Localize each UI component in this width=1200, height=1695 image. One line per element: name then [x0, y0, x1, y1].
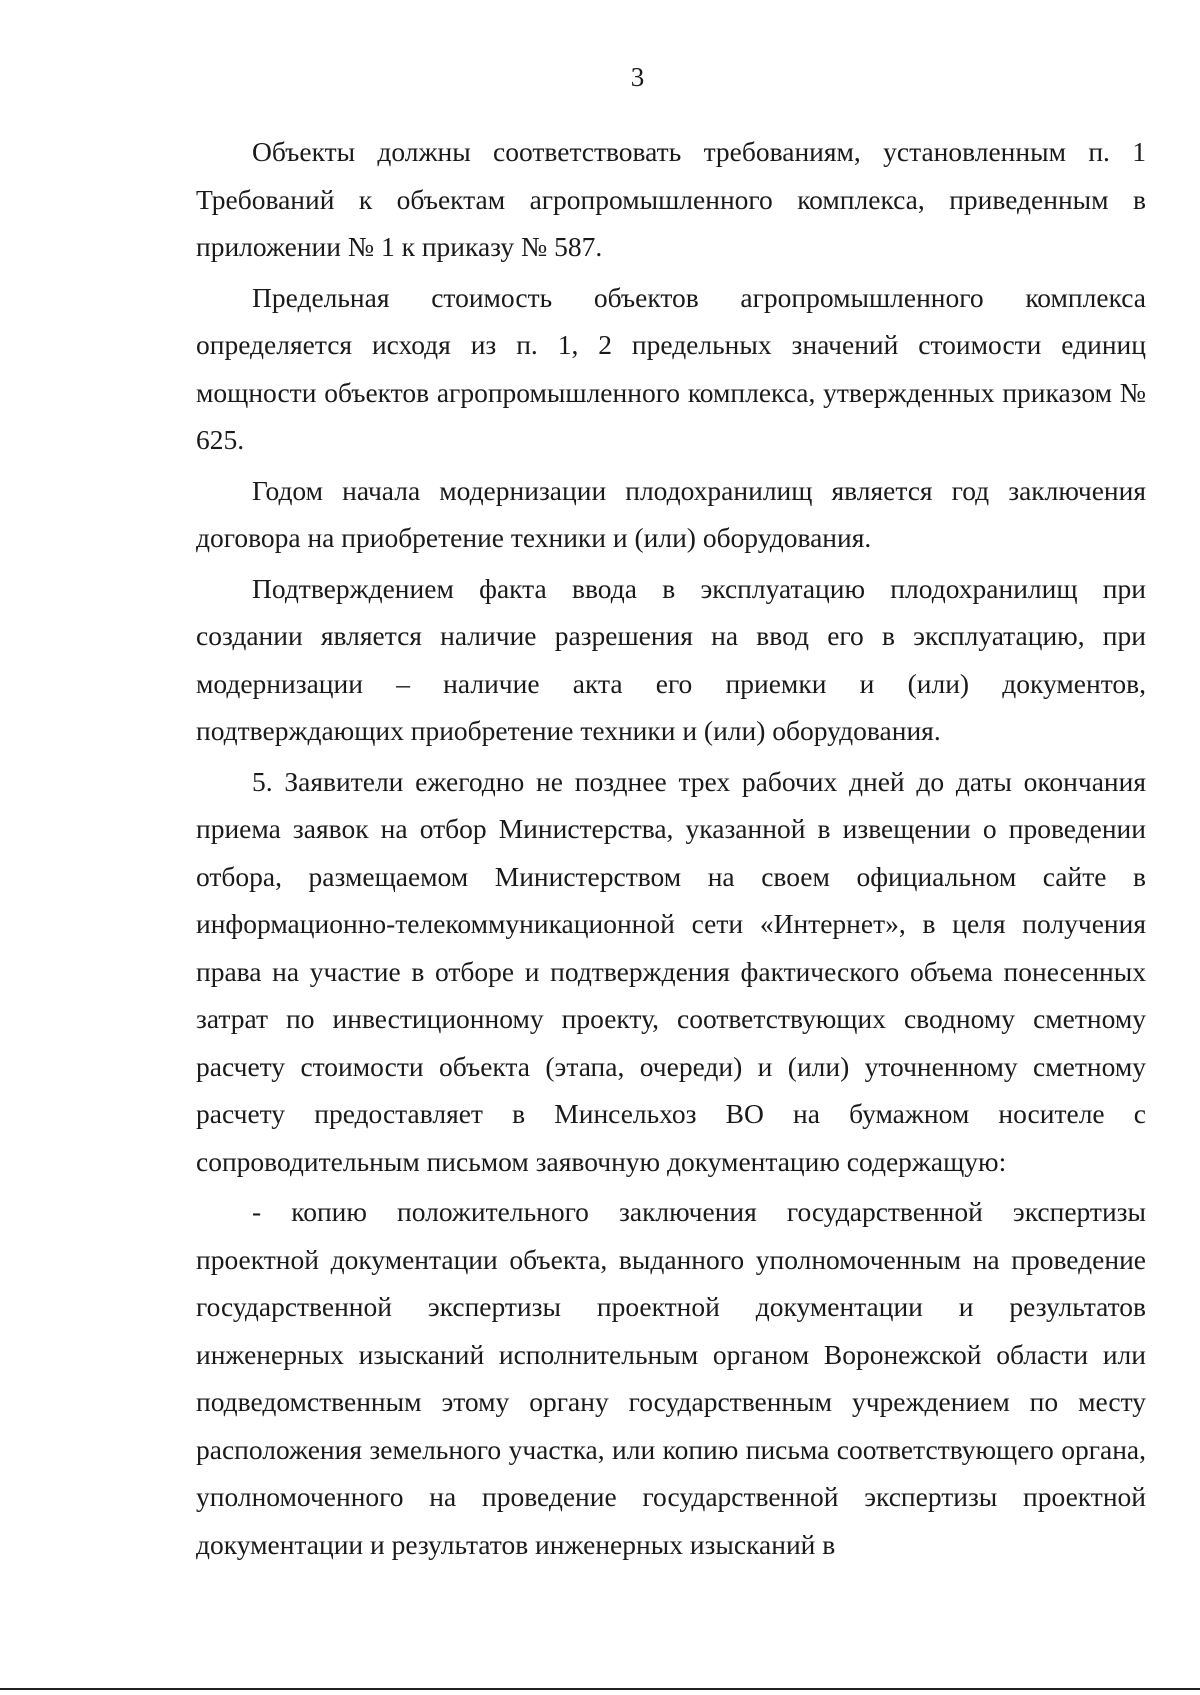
paragraph-commissioning-confirmation: Подтверждением факта ввода в эксплуатацию плодохранилищ при создании является наличие разрешения на ввод его в эксплуатацию, при модернизации – наличие акта его приемки и (или) документов, подтверждающих приобретение техники и (или) оборудования. [196, 572, 1146, 746]
paragraph-item-5-applicants: 5. Заявители ежегодно не позднее трех рабочих дней до даты окончания приема заявок на отбор Министерства, указанной в извещении о проведении отбора, размещаемом Министерством на своем официальном сайте в информационно-телекоммуникационной сети «Интернет», в целя получения права на участие в отборе и подтверждения фактического объема понесенных затрат по инвестиционному проекту, соответствующих сводному сметному расчету стоимости объекта (этапа, очереди) и (или) уточненному сметному расчету предоставляет в Минсельхоз ВО на бумажном носителе с сопроводительным письмом заявочную документацию содержащую: [196, 765, 1146, 1177]
page-number: 3 [630, 62, 645, 92]
paragraph-modernization-year: Годом начала модернизации плодохранилищ является год заключения договора на приобретение техники и (или) оборудования. [196, 474, 1146, 553]
paragraph-expertise-copy: - копию положительного заключения государственной экспертизы проектной документации объекта, выданного уполномоченным на проведение государственной экспертизы проектной документации и результатов инженерных изысканий исполнительным органом Воронежской области или подведомственным этому органу государственным учреждением по месту расположения земельного участка, или копию письма соответствующего органа, уполномоченного на проведение государственной экспертизы проектной документации и результатов инженерных изысканий в [196, 1196, 1146, 1560]
document-body [196, 128, 1146, 1571]
page-bottom-edge [0, 1688, 1200, 1690]
paragraph-max-cost: Предельная стоимость объектов агропромышленного комплекса определяется исходя из п. 1, 2 предельных значений стоимости единиц мощности объектов агропромышленного комплекса, утвержденных приказом № 625. [196, 281, 1146, 455]
paragraph-object-requirements: Объекты должны соответствовать требованиям, установленным п. 1 Требований к объектам агропромышленного комплекса, приведенным в приложении № 1 к приказу № 587. [196, 136, 1146, 262]
